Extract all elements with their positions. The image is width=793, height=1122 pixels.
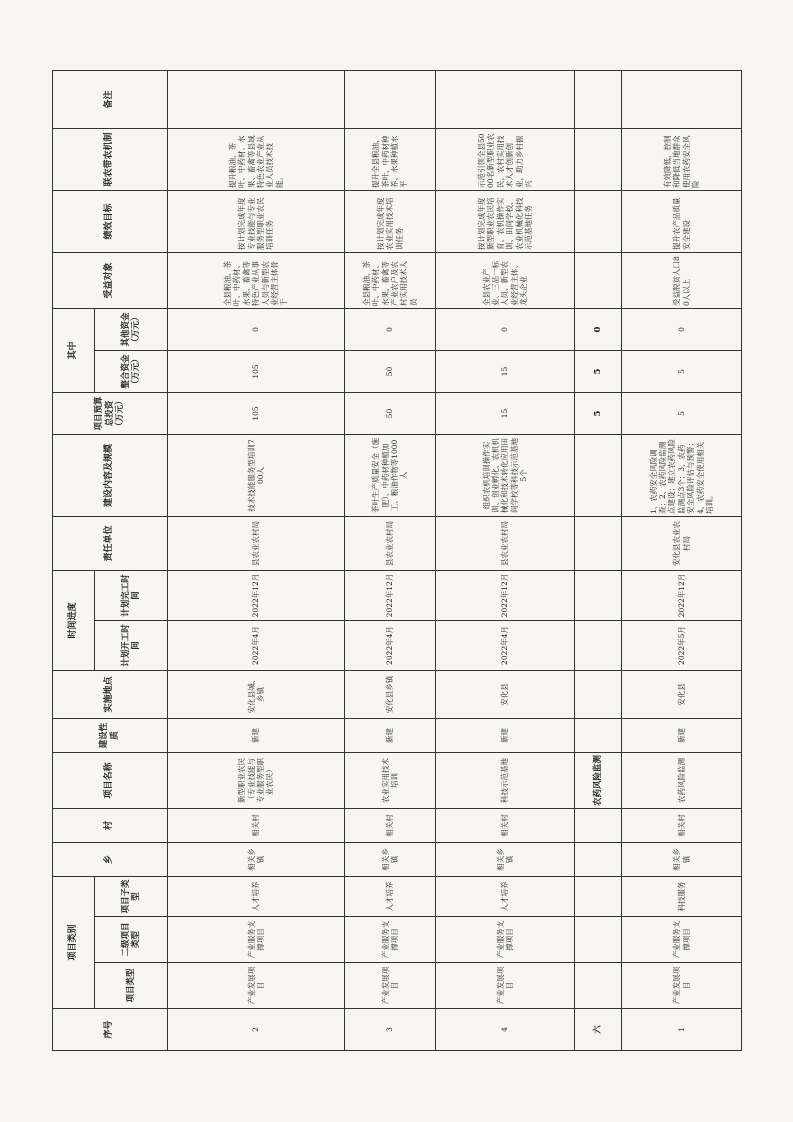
section-other: 0: [574, 308, 621, 350]
cell-remark: [621, 70, 741, 128]
header-among-group: 其中: [52, 308, 94, 392]
cell-nature: 新建: [344, 719, 436, 753]
cell-goals: 按计划完成年度专业技能与专业服务型职业农民培训任务: [167, 190, 343, 252]
cell-budget: 50: [344, 392, 436, 434]
header-cat-type: 项目类型: [94, 963, 167, 1009]
cell-cat-type: 产业发展项目: [344, 963, 436, 1009]
cell-integrated: 5: [621, 350, 741, 392]
cell-seq: 3: [344, 1009, 436, 1051]
header-cat-sub: 项目子类型: [94, 877, 167, 917]
cell-finish: 2022年12月: [167, 570, 343, 620]
cell-location: 安化县: [435, 671, 574, 719]
header-other: 其他资金（万元）: [94, 308, 167, 350]
cell-budget: 5: [621, 392, 741, 434]
header-nature: 建设性质: [52, 719, 167, 753]
header-row-1: [52, 70, 94, 1050]
cell-budget: 105: [167, 392, 343, 434]
cell-content: 1、农药安全风险调查；2、农药风险监测点建设；建立农药风险监测点3个；3、农药安全风险评估与预警；4、农药安全使用相关培训。: [621, 434, 741, 516]
cell-township: 相关乡镇: [621, 843, 741, 877]
cell-other: 0: [344, 308, 436, 350]
cell-location: 安化县乡镇: [344, 671, 436, 719]
cell-finish: 2022年12月: [621, 570, 741, 620]
header-unit: 责任单位: [52, 516, 167, 570]
header-village: 村: [52, 809, 167, 843]
cell-name: 农业实用技术培训: [344, 753, 436, 809]
header-remark: 备注: [52, 70, 167, 128]
project-table: [52, 70, 742, 1051]
section-name: 农药风险监测: [574, 753, 621, 809]
cell-unit: 县农业农村局: [167, 516, 343, 570]
cell-village: 相关村: [621, 809, 741, 843]
cell-cat-sub: 人才培养: [435, 877, 574, 917]
cell-township: 相关乡镇: [435, 843, 574, 877]
cell-content: 技术技能服务型培训700人: [167, 434, 343, 516]
header-finish: 计划完工时间: [94, 570, 167, 620]
table-row: [435, 70, 574, 1050]
cell-location: 安化县: [621, 671, 741, 719]
cell-beneficiary: 受益脱贫人口80人以上: [621, 252, 741, 308]
header-category-group: 项目类别: [52, 877, 94, 1009]
cell-cat-sub: 人才培养: [167, 877, 343, 917]
cell-content: 茶叶生产质量安全（施肥）、中药材种植加工、粮油作物等1000人: [344, 434, 436, 516]
cell-finish: 2022年12月: [435, 570, 574, 620]
header-content: 建设内容及规模: [52, 434, 167, 516]
header-seq: 序号: [52, 1009, 167, 1051]
header-cat-sub2: 二级项目类型: [94, 917, 167, 963]
header-township: 乡: [52, 843, 167, 877]
cell-cat-sub: 科技服务: [621, 877, 741, 917]
cell-seq: 4: [435, 1009, 574, 1051]
section-integrated: 5: [574, 350, 621, 392]
cell-cat-sub2: 产业服务支撑项目: [344, 917, 436, 963]
cell-content: 组织农机培训操作实训、创业孵化、农机机械化和技术转化应用田间学校等科技示范基地5个: [435, 434, 574, 516]
cell-integrated: 50: [344, 350, 436, 392]
cell-name: 科技示范基地: [435, 753, 574, 809]
cell-cat-type: 产业发展项目: [435, 963, 574, 1009]
cell-beneficiary: 全县粮油、茶叶、中药材、水果、畜禽等特色产业从事人员与新型农业经营主体骨干: [167, 252, 343, 308]
header-beneficiary: 受益对象: [52, 252, 167, 308]
cell-mechanism: 示范引领全县5000名新型职业农民，农村实用技术人才创新创业，助力乡村振兴: [435, 128, 574, 190]
cell-unit: 县农业农村局: [344, 516, 436, 570]
cell-goals: 按计划完成年度新型职业农民培育、农机操作实训、田间学校、农业机械化科技示范基地任务: [435, 190, 574, 252]
cell-unit: 县农业农村局: [435, 516, 574, 570]
table-row: [167, 70, 343, 1050]
cell-cat-sub2: 产业服务支撑项目: [167, 917, 343, 963]
cell-seq: 2: [167, 1009, 343, 1051]
cell-nature: 新建: [167, 719, 343, 753]
cell-remark: [344, 70, 436, 128]
cell-village: 相关村: [344, 809, 436, 843]
cell-cat-sub2: 产业服务支撑项目: [435, 917, 574, 963]
header-integrated: 整合资金（万元）: [94, 350, 167, 392]
cell-start: 2022年5月: [621, 621, 741, 671]
section-row: [574, 70, 621, 1050]
cell-beneficiary: 全县粮油、茶叶、中药材、水果、畜禽等产业农户及农村实用技术人员: [344, 252, 436, 308]
cell-township: 相关乡镇: [344, 843, 436, 877]
cell-budget: 15: [435, 392, 574, 434]
cell-nature: 新建: [621, 719, 741, 753]
cell-start: 2022年4月: [167, 621, 343, 671]
cell-village: 相关村: [167, 809, 343, 843]
cell-integrated: 15: [435, 350, 574, 392]
cell-cat-sub: 人才培养: [344, 877, 436, 917]
cell-township: 相关乡镇: [167, 843, 343, 877]
cell-finish: 2022年12月: [344, 570, 436, 620]
section-seq: 六: [574, 1009, 621, 1051]
rotated-table-wrapper: [52, 71, 742, 1051]
header-mechanism: 联农带农机制: [52, 128, 167, 190]
cell-name: 新型职业农民（专业技能与专业服务型职业农民）: [167, 753, 343, 809]
section-budget: 5: [574, 392, 621, 434]
cell-cat-sub2: 产业服务支撑项目: [621, 917, 741, 963]
cell-remark: [167, 70, 343, 128]
table-row: [621, 70, 741, 1050]
header-budget: 项目预算总投资（万元）: [52, 392, 167, 434]
header-location: 实施地点: [52, 671, 167, 719]
cell-beneficiary: 全县农业产业、三品一标人员、新型农业经营主体、龙头企业: [435, 252, 574, 308]
header-schedule-group: 时间进度: [52, 570, 94, 670]
cell-cat-type: 产业发展项目: [167, 963, 343, 1009]
cell-integrated: 105: [167, 350, 343, 392]
cell-start: 2022年4月: [435, 621, 574, 671]
cell-name: 农药风险监测: [621, 753, 741, 809]
cell-remark: [435, 70, 574, 128]
cell-unit: 安化县农业农村局: [621, 516, 741, 570]
table-row: [344, 70, 436, 1050]
cell-mechanism: 提升粮油、茶叶、中药材、水果、畜禽等县域特色农业产业从业人员技术技能。: [167, 128, 343, 190]
cell-goals: 提升农产品质量安全建设: [621, 190, 741, 252]
cell-start: 2022年4月: [344, 621, 436, 671]
cell-goals: 按计划完成年度农业实用技术培训任务: [344, 190, 436, 252]
cell-location: 安化县城、乡镇: [167, 671, 343, 719]
cell-village: 相关村: [435, 809, 574, 843]
cell-cat-type: 产业发展项目: [621, 963, 741, 1009]
cell-other: 0: [621, 308, 741, 350]
cell-other: 0: [435, 308, 574, 350]
cell-mechanism: 有效降低、控制和降低当地群众使用农药安全风险: [621, 128, 741, 190]
header-start: 计划开工时间: [94, 621, 167, 671]
cell-mechanism: 提升全县粮油、茶叶、中药材种养、水果种植水平: [344, 128, 436, 190]
cell-other: 0: [167, 308, 343, 350]
header-name: 项目名称: [52, 753, 167, 809]
header-goals: 绩效目标: [52, 190, 167, 252]
cell-seq: 1: [621, 1009, 741, 1051]
cell-nature: 新建: [435, 719, 574, 753]
